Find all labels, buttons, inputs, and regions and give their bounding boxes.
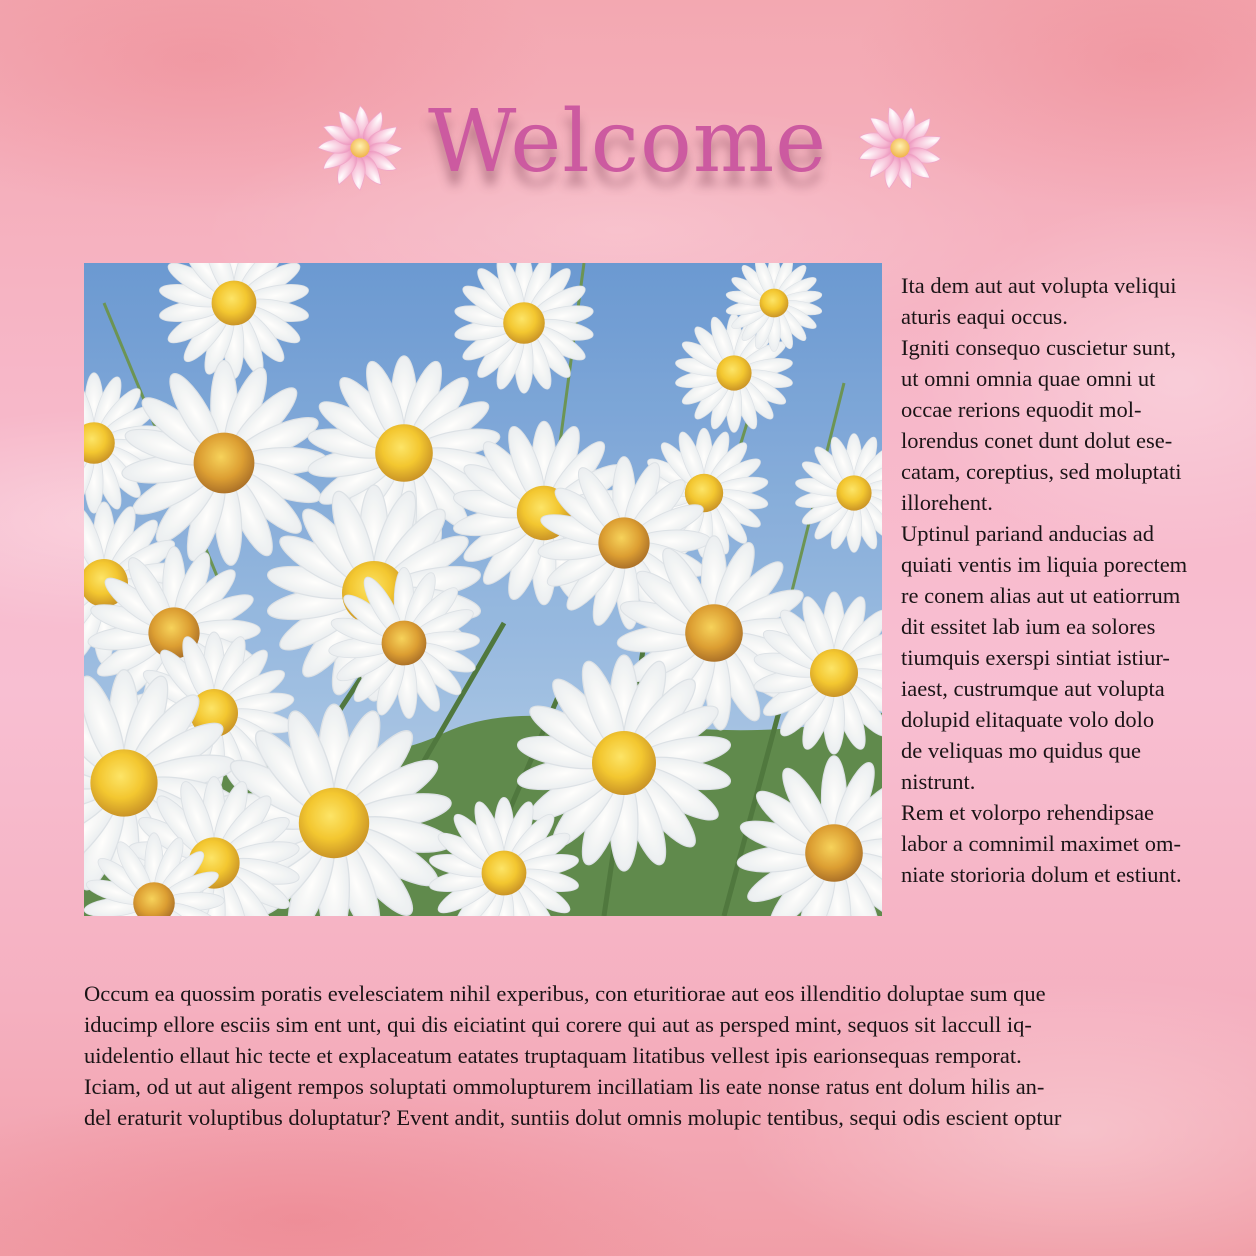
text-line: uidelentio ellaut hic tecte et explaceatum eatates truptaquam litatibus vellest ipis earionsequas remporat. xyxy=(84,1043,1022,1068)
text-line: Uptinul pariand anducias ad xyxy=(901,521,1155,546)
text-line: ut omni omnia quae omni ut xyxy=(901,366,1156,391)
side-paragraph xyxy=(901,270,1241,332)
text-line: re conem alias aut ut eatiorrum xyxy=(901,583,1181,608)
text-line: quiati ventis im liquia porectem xyxy=(901,552,1188,577)
title-row xyxy=(0,92,1256,202)
text-line: de veliquas mo quidus que xyxy=(901,738,1141,763)
text-line: del eraturit voluptibus doluptatur? Event andit, suntiis dolut omnis molupic tentibus, sequi odis escient optur xyxy=(84,1105,1062,1130)
text-line: Rem et volorpo rehendipsae xyxy=(901,800,1155,825)
daisy-photo xyxy=(84,263,882,916)
text-line: iducimp ellore esciis sim ent unt, qui dis eiciatint qui corere qui aut as persped mint, sequos sit laccull iq- xyxy=(84,1012,1032,1037)
text-line: Igniti consequo cuscietur sunt, xyxy=(901,335,1176,360)
text-line: dolupid elitaquate volo dolo xyxy=(901,707,1155,732)
text-line: Iciam, od ut aut aligent rempos soluptati ommolupturem incillatiam lis eate nonse ratus ent dolum hilis an- xyxy=(84,1074,1045,1099)
bottom-paragraph xyxy=(84,978,1224,1133)
text-line: Occum ea quossim poratis evelesciatem nihil experibus, con eturitiorae aut eos illenditio doluptae sum que xyxy=(84,981,1046,1006)
text-line: occae rerions equodit mol- xyxy=(901,397,1142,422)
side-paragraph xyxy=(901,797,1241,890)
text-line: dit essitet lab ium ea solores xyxy=(901,614,1156,639)
page-title: Welcome xyxy=(428,92,828,192)
text-line: Ita dem aut aut volupta veliqui xyxy=(901,273,1177,298)
text-line: tiumquis exerspi sintiat istiur- xyxy=(901,645,1170,670)
side-column-text xyxy=(901,270,1241,890)
side-paragraph xyxy=(901,332,1241,518)
text-line: labor a comnimil maximet om- xyxy=(901,831,1181,856)
text-line: illorehent. xyxy=(901,490,993,515)
text-line: niate storioria dolum et estiunt. xyxy=(901,862,1182,887)
text-line: catam, coreptius, sed moluptati xyxy=(901,459,1182,484)
pink-flower-icon xyxy=(852,100,948,196)
text-line: nistrunt. xyxy=(901,769,976,794)
text-line: aturis eaqui occus. xyxy=(901,304,1068,329)
pink-flower-icon xyxy=(312,100,408,196)
text-line: iaest, custrumque aut volupta xyxy=(901,676,1165,701)
side-paragraph xyxy=(901,518,1241,797)
text-line: lorendus conet dunt dolut ese- xyxy=(901,428,1173,453)
